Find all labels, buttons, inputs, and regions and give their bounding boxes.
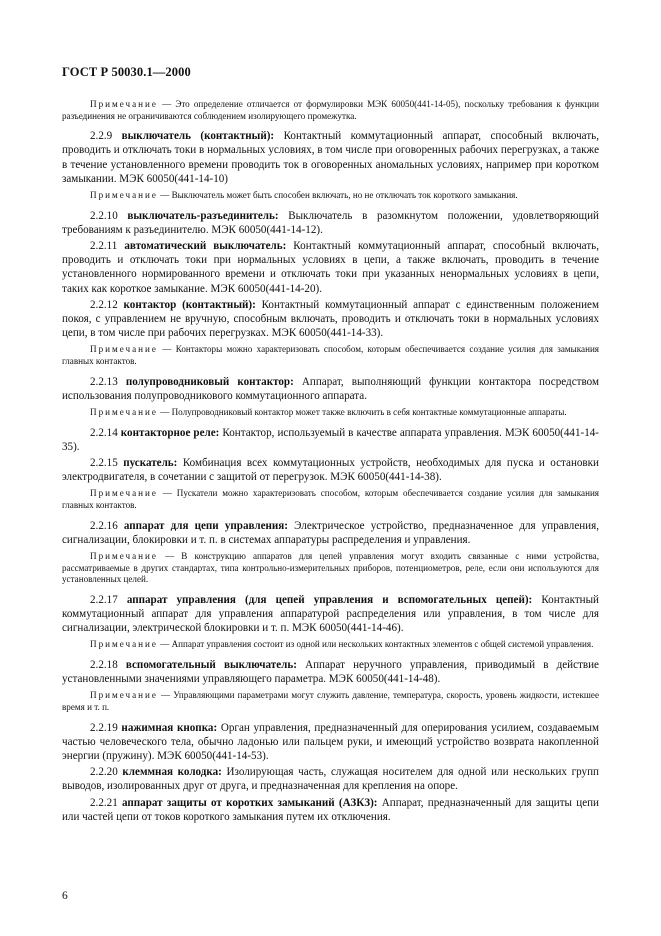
note-label: Примечание bbox=[90, 407, 158, 418]
definition-text: Аппарат, выполняющий функции контактора посредством использования полупроводникового коммутационного аппарата. bbox=[62, 375, 599, 402]
definition-paragraph bbox=[62, 796, 599, 824]
note-label: Примечание bbox=[90, 99, 158, 109]
clause-number: 2.2.17 bbox=[90, 593, 118, 606]
note-paragraph bbox=[62, 99, 599, 122]
definition-text: Выключатель в разомкнутом положении, удовлетворяющий требованиям к разъединителю. МЭК 60050(441-14-12). bbox=[62, 209, 599, 236]
defined-term: аппарат управления (для цепей управления и вспомогательных цепей): bbox=[126, 593, 533, 606]
defined-term: пускатель: bbox=[123, 457, 178, 470]
clause-number: 2.2.20 bbox=[90, 766, 118, 779]
defined-term: аппарат защиты от коротких замыканий (АЗКЗ): bbox=[122, 796, 378, 809]
note-text: — Пускатели можно характеризовать способом, которым обеспечивается создание усилия для замыкания главных контактов. bbox=[62, 488, 599, 511]
note-paragraph bbox=[62, 639, 599, 651]
definition-paragraph bbox=[62, 298, 599, 341]
definition-paragraph bbox=[62, 209, 599, 237]
defined-term: нажимная кнопка: bbox=[121, 721, 218, 734]
note-label: Примечание bbox=[90, 190, 158, 200]
definition-paragraph bbox=[62, 239, 599, 296]
clause-number: 2.2.10 bbox=[90, 209, 118, 222]
definition-paragraph bbox=[62, 765, 599, 793]
note-paragraph bbox=[62, 407, 599, 419]
definition-paragraph bbox=[62, 519, 599, 547]
note-label: Примечание bbox=[90, 639, 158, 650]
clause-number: 2.2.13 bbox=[90, 375, 118, 388]
clause-number: 2.2.19 bbox=[90, 721, 118, 734]
clause-number: 2.2.14 bbox=[90, 426, 118, 439]
definition-paragraph bbox=[62, 129, 599, 186]
note-text: — Контакторы можно характеризовать способом, которым обеспечивается создание усилия для замыкания главных контактов. bbox=[62, 344, 599, 367]
note-paragraph bbox=[62, 344, 599, 367]
definition-paragraph bbox=[62, 593, 599, 636]
definition-paragraph bbox=[62, 721, 599, 764]
note-paragraph bbox=[62, 190, 599, 202]
note-text: — Управляющими параметрами могут служить давление, температура, скорость, уровень жидкости, истекшее время и т. п. bbox=[62, 690, 599, 712]
note-label: Примечание bbox=[90, 551, 158, 562]
definition-text: Контактный коммутационный аппарат с единственным положением покоя, с управлением не вручную, способным включать, проводить и отключать токи в нормальных условиях цепи, в том числе при рабочих перегрузках. МЭК 60050(441-14-33). bbox=[62, 298, 600, 340]
definition-text: Изолирующая часть, служащая носителем для одной или нескольких групп выводов, изолированных друг от друга, и предназначенная для крепления на опоре. bbox=[62, 766, 599, 793]
definition-paragraph bbox=[62, 375, 599, 403]
defined-term: выключатель-разъединитель: bbox=[127, 209, 279, 222]
definition-text: Орган управления, предназначенный для оперирования усилием, создаваемым частью человеческого тела, обычно ладонью или пальцем руки, и имеющий устройство возврата накопленной энергии (пружину). МЭК 60050(441-14-53). bbox=[62, 721, 599, 762]
definition-paragraph bbox=[62, 456, 599, 484]
clause-number: 2.2.16 bbox=[90, 519, 118, 532]
note-text: — В конструкцию аппаратов для цепей управления могут входить связанные с ними устройства, рассматриваемые в других стандартах, типа контрольно-измерительных приборов, потенциометров, реле, если они используются для установленных целей. bbox=[62, 551, 599, 585]
page-number: 6 bbox=[62, 890, 68, 902]
note-text: — Аппарат управления состоит из одной или нескольких контактных элементов с общей системой управления. bbox=[157, 639, 594, 650]
note-paragraph bbox=[62, 690, 599, 713]
defined-term: контакторное реле: bbox=[120, 426, 220, 439]
definition-text: Контактный коммутационный аппарат, способный включать, проводить и отключать токи в нормальных условиях, в том числе при оговоренных рабочих перегрузках, а также в течение установленного времени проводить ток в оговоренных аномальных условиях, например при коротком замыкании. МЭК 60050(441-14-10) bbox=[62, 130, 599, 185]
definition-paragraph bbox=[62, 658, 599, 686]
definition-text: Комбинация всех коммутационных устройств, необходимых для пуска и остановки электродвигателя, в сочетании с защитой от перегрузок. МЭК 60050(441-14-38). bbox=[62, 457, 599, 484]
note-text: — Выключатель может быть способен включать, но не отключать ток короткого замыкания. bbox=[157, 190, 518, 200]
defined-term: выключатель (контактный): bbox=[121, 130, 275, 143]
definition-text: Электрическое устройство, предназначенное для управления, сигнализации, блокировки и т. п. в системах аппаратуры распределения и управления. bbox=[62, 519, 599, 546]
note-text: — Это определение отличается от формулировки МЭК 60050(441-14-05), поскольку требования к функции разъединения не ограничиваются соблюдением изолирующего промежутка. bbox=[62, 99, 599, 121]
note-paragraph bbox=[62, 488, 599, 511]
note-text: — Полупроводниковый контактор может также включить в себя контактные коммутационные аппараты. bbox=[157, 407, 567, 418]
clause-number: 2.2.15 bbox=[90, 457, 118, 470]
document-body bbox=[62, 95, 599, 826]
definition-text: Аппарат, предназначенный для защиты цепи или частей цепи от токов короткого замыкания путем их отключения. bbox=[62, 796, 599, 823]
defined-term: контактор (контактный): bbox=[123, 298, 256, 311]
definition-text: Аппарат неручного управления, приводимый в действие установленными значениями управляющего параметра. МЭК 60050(441-14-48). bbox=[62, 659, 599, 686]
defined-term: полупроводниковый контактор: bbox=[125, 375, 294, 388]
defined-term: автоматический выключатель: bbox=[124, 240, 287, 252]
clause-number: 2.2.18 bbox=[90, 659, 118, 671]
definition-text: Контактный коммутационный аппарат, способный включать, проводить и отключать токи при нормальных условиях в цепи, а также включать, проводить в течение установленного нормированного времени и отключать токи при указанных ненормальных условиях в цепи, таких как короткое замыкание. МЭК 60050(441-14-20). bbox=[62, 240, 599, 295]
definition-paragraph bbox=[62, 426, 599, 454]
page-header: ГОСТ Р 50030.1—2000 bbox=[62, 65, 191, 79]
definition-text: Контактор, используемый в качестве аппарата управления. МЭК 60050(441-14-35). bbox=[62, 426, 599, 453]
defined-term: клеммная колодка: bbox=[122, 766, 222, 779]
defined-term: аппарат для цепи управления: bbox=[123, 519, 288, 532]
clause-number: 2.2.11 bbox=[90, 240, 118, 252]
clause-number: 2.2.12 bbox=[90, 298, 118, 311]
note-paragraph bbox=[62, 551, 599, 586]
note-label: Примечание bbox=[90, 488, 158, 499]
clause-number: 2.2.9 bbox=[90, 130, 113, 143]
note-label: Примечание bbox=[90, 344, 158, 355]
clause-number: 2.2.21 bbox=[90, 796, 118, 809]
defined-term: вспомогательный выключатель: bbox=[125, 659, 297, 671]
definition-text: Контактный коммутационный аппарат для управления аппаратурой распределения или управления, в том числе для сигнализации, электрической блокировки и т. п. МЭК 60050(441-14-46). bbox=[62, 593, 599, 635]
note-label: Примечание bbox=[90, 690, 158, 701]
